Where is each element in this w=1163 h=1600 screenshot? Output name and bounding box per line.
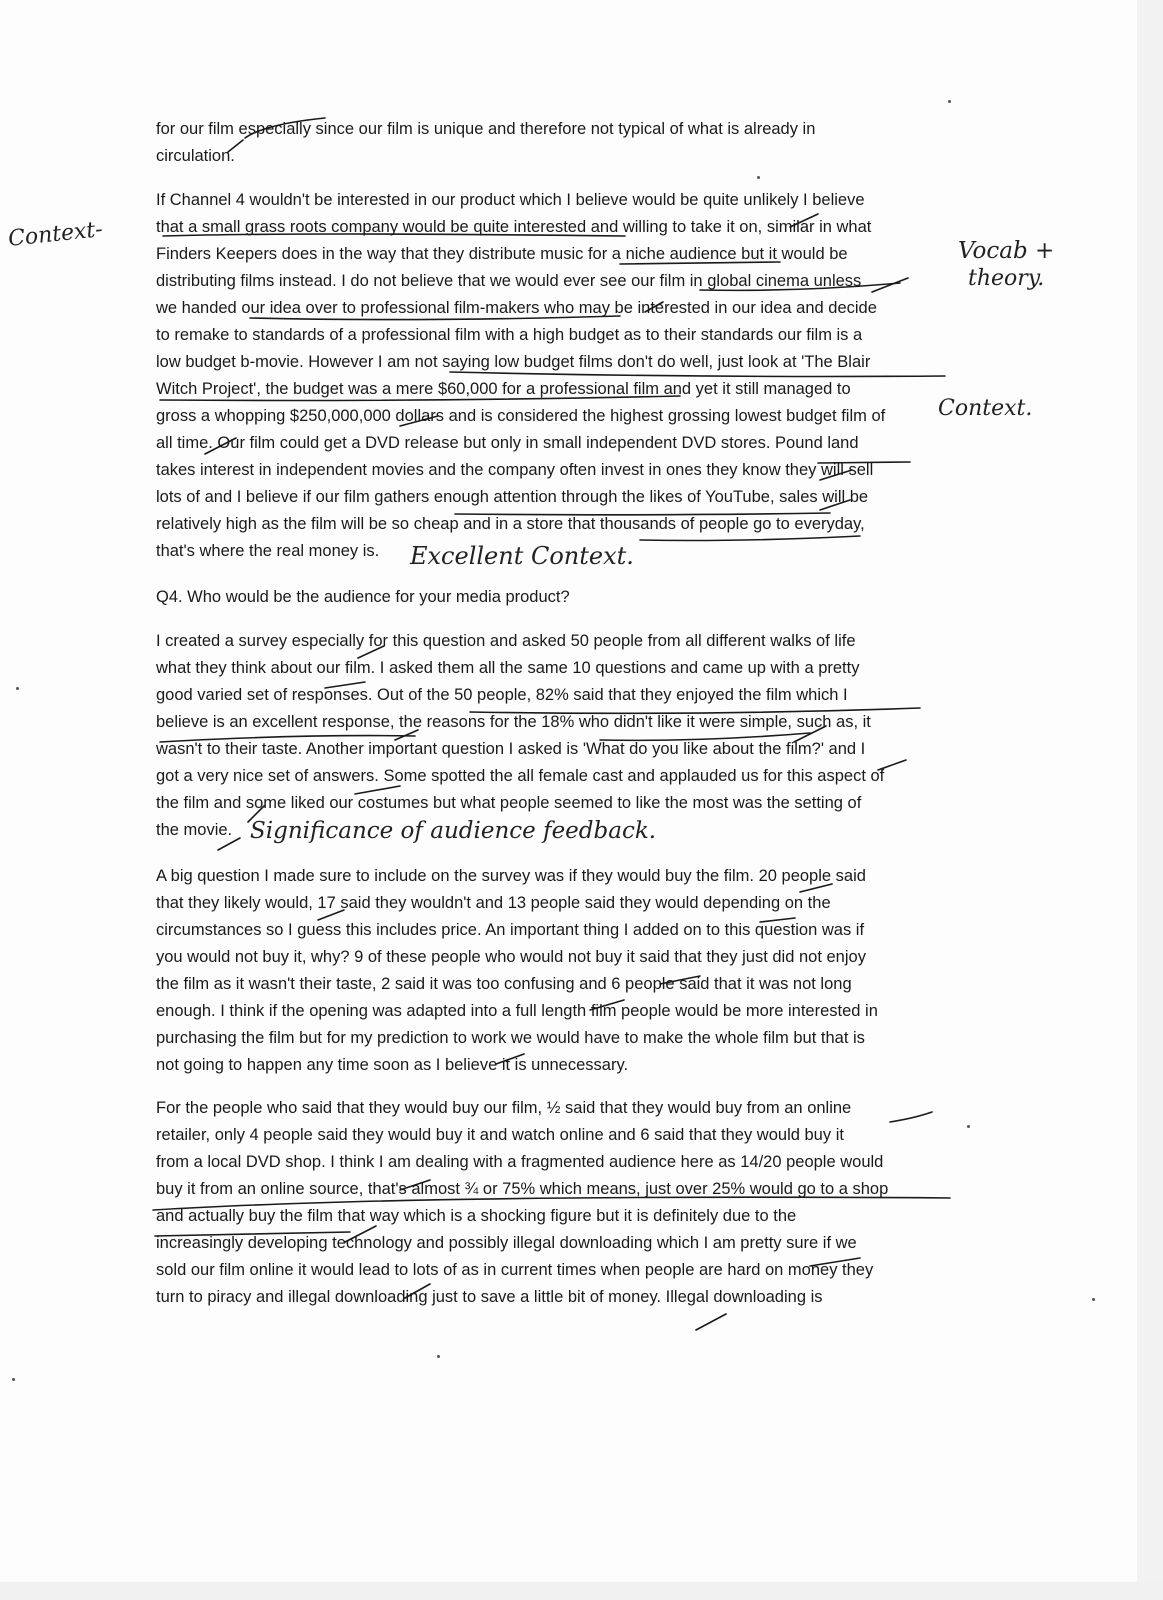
text-line: good varied set of responses. Out of the 50 people, 82% said that they enjoyed the film which I [156, 686, 848, 704]
text-line: not going to happen any time soon as I believe it is unnecessary. [156, 1056, 629, 1074]
scan-speck [16, 687, 19, 690]
text-line: distributing films instead. I do not believe that we would ever see our film in global cinema unless [156, 272, 862, 290]
text-line: for our film especially since our film is unique and therefore not typical of what is already in [156, 120, 816, 138]
scan-edge-bottom [0, 1582, 1163, 1600]
inline-note-significance: Significance of audience feedback. [250, 818, 657, 844]
text-line: takes interest in independent movies and the company often invest in ones they know they will sell [156, 461, 874, 479]
text-line: circulation. [156, 147, 235, 165]
paragraph-3 [156, 628, 956, 844]
text-line: we handed our idea over to professional film-makers who may be interested in our idea and decide [156, 299, 877, 317]
text-line: what they think about our film. I asked them all the same 10 questions and came up with a pretty [156, 659, 860, 677]
text-line: turn to piracy and illegal downloading just to save a little bit of money. Illegal downloading is [156, 1288, 823, 1306]
text-line: low budget b-movie. However I am not saying low budget films don't do well, just look at 'The Blair [156, 353, 871, 371]
margin-note-theory: theory. [968, 266, 1045, 291]
text-line: buy it from an online source, that's almost ¾ or 75% which means, just over 25% would go to a shop [156, 1180, 889, 1198]
margin-note-vocab: Vocab + [958, 238, 1055, 264]
text-line: wasn't to their taste. Another important question I asked is 'What do you like about the film?' and I [156, 740, 866, 758]
text-line: purchasing the film but for my prediction to work we would have to make the whole film but that is [156, 1029, 865, 1047]
scan-speck [967, 1125, 970, 1128]
text-line: to remake to standards of a professional film with a high budget as to their standards our film is a [156, 326, 863, 344]
text-line: Finders Keepers does in the way that they distribute music for a niche audience but it would be [156, 245, 848, 263]
paragraph-2 [156, 187, 956, 565]
paragraph-4 [156, 863, 956, 1079]
scan-edge-right [1137, 0, 1163, 1600]
inline-note-excellent-context: Excellent Context. [410, 542, 634, 570]
text-line: that's where the real money is. [156, 542, 380, 560]
scan-speck [948, 100, 951, 103]
text-line: circumstances so I guess this includes price. An important thing I added on to this question was if [156, 921, 865, 939]
q4-heading: Q4. Who would be the audience for your media product? [156, 588, 570, 606]
text-line: all time. Our film could get a DVD release but only in small independent DVD stores. Pound land [156, 434, 859, 452]
margin-note-context-right: Context. [938, 396, 1033, 421]
text-line: relatively high as the film will be so cheap and in a store that thousands of people go to everyday, [156, 515, 865, 533]
text-line: got a very nice set of answers. Some spotted the all female cast and applauded us for this aspect of [156, 767, 885, 785]
text-line: gross a whopping $250,000,000 dollars and is considered the highest grossing lowest budget film of [156, 407, 886, 425]
text-line: believe is an excellent response, the reasons for the 18% who didn't like it were simple, such as, it [156, 713, 871, 731]
text-line: from a local DVD shop. I think I am dealing with a fragmented audience here as 14/20 people would [156, 1153, 884, 1171]
text-line: enough. I think if the opening was adapted into a full length film people would be more interested in [156, 1002, 878, 1020]
text-line: the film and some liked our costumes but what people seemed to like the most was the setting of [156, 794, 862, 812]
paragraph-5 [156, 1095, 956, 1311]
text-line: the film as it wasn't their taste, 2 said it was too confusing and 6 people said that it was not long [156, 975, 852, 993]
text-line: sold our film online it would lead to lots of as in current times when people are hard on money they [156, 1261, 874, 1279]
text-line: I created a survey especially for this question and asked 50 people from all different walks of life [156, 632, 856, 650]
paragraph-1 [156, 116, 956, 170]
scan-speck [437, 1355, 440, 1358]
text-line: If Channel 4 wouldn't be interested in our product which I believe would be quite unlikely I believe [156, 191, 865, 209]
text-line: Witch Project', the budget was a mere $60,000 for a professional film and yet it still managed to [156, 380, 851, 398]
scan-speck [12, 1378, 15, 1381]
text-line: and actually buy the film that way which is a shocking figure but it is definitely due to the [156, 1207, 797, 1225]
text-line: that they likely would, 17 said they wouldn't and 13 people said they would depending on the [156, 894, 831, 912]
text-line: you would not buy it, why? 9 of these people who would not buy it said that they just did not enjoy [156, 948, 866, 966]
text-line: lots of and I believe if our film gathers enough attention through the likes of YouTube, sales will be [156, 488, 869, 506]
text-line: For the people who said that they would buy our film, ½ said that they would buy from an online [156, 1099, 852, 1117]
text-line: retailer, only 4 people said they would buy it and watch online and 6 said that they would buy it [156, 1126, 844, 1144]
text-line: the movie. [156, 821, 233, 839]
text-line: A big question I made sure to include on the survey was if they would buy the film. 20 people said [156, 867, 866, 885]
text-line: that a small grass roots company would be quite interested and willing to take it on, similar in what [156, 218, 872, 236]
margin-note-context-left: Context- [6, 217, 104, 252]
text-line: increasingly developing technology and possibly illegal downloading which I am pretty sure if we [156, 1234, 857, 1252]
scan-speck [757, 176, 760, 179]
question-heading [156, 584, 956, 611]
scan-speck [1092, 1298, 1095, 1301]
